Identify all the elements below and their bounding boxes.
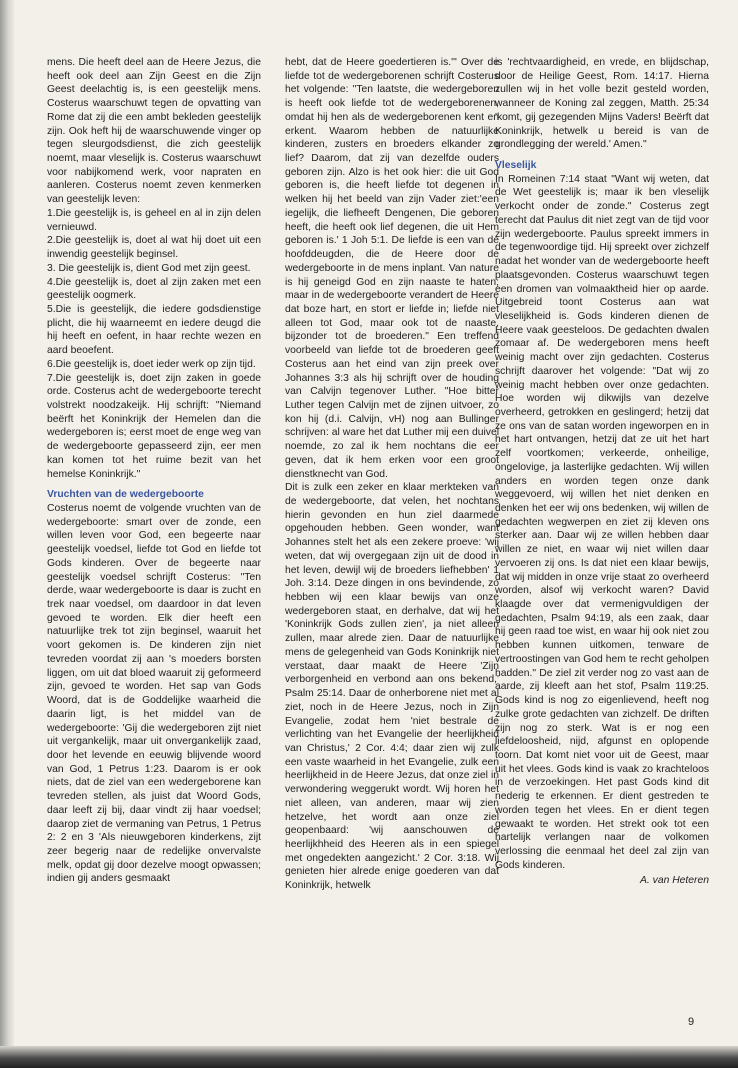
section-heading: Vruchten van de wedergeboorte [47, 489, 204, 501]
text-column-right [495, 56, 709, 888]
list-item: 7.Die geestelijk is, doet zijn zaken in goede orde. Costerus acht de wedergeboorte terecht volstrekt noodzakeijk. Hij schrijft: "Niemand beërft het Koninkrijk der Hemelen dan die wedergeboren is; eerst moet de enge weg van de wedergeboorte gepasseerd zijn, eer men kan komen tot het ruime bezit van het hemelse Koninkrijk." [47, 372, 261, 480]
binding-spine [0, 0, 14, 1068]
paragraph: mens. Die heeft deel aan de Heere Jezus, die heeft ook deel aan Zijn Geest en die Zijn Geest deelachtig is, is een geestelijk mens. Costerus waarschuwt tegen de opvatting van Rome dat zij die een ambt bekleden geestelijk zijn. Ook heft hij de waarschuwende vinger op tegen sleurgodsdienst, die zich geestelijk noemt, maar vleselijk is. Costerus waarschuwt voor nabijkomend werk, voor napraten en aanleren. Costerus noemt zeven kenmerken van geestelijk leven: [47, 57, 261, 206]
list-item: 5.Die is geestelijk, die iedere godsdienstige plicht, die hij waarneemt en iedere deugd die hij heeft en oefent, in haar rechte wezen en aard beoefent. [47, 303, 261, 357]
list-item: 2.Die geestelijk is, doet al wat hij doet uit een inwendig geestelijk beginsel. [47, 235, 261, 261]
list-item: 3. Die geestelijk is, dient God met zijn geest. [47, 262, 251, 274]
author-signature: A. van Heteren [640, 875, 709, 887]
paragraph: Dit is zulk een zeker en klaar merkteken van de wedergeboorte, dat velen, het nochtans hierin gevonden en hun ziel daarmede opgehouden hebben. Geen wonder, want Johannes stelt het als een zekere proeve: 'wij weten, dat wij overgegaan zijn uit de dood in het leven, dewijl wij de broeders liefhebben' 1 Joh. 3:14. Deze dingen in ons bevindende, zo hebben wij een klaar bewijs van onze wedergeboren staat, en derhalve, dat wij het 'Koninkrijk Gods zullen zien', ja niet alleen zullen, maar alrede zien. Daar de natuurlijke mens de gelegenheid van Gods Koninkrijk niet verstaat, daar maakt de Heere 'Zijn verborgenheid en verbond aan ons bekend,' Psalm 25:14. Daar de onherborene niet met al ziet, noch in de Heere Jezus, noch in Zijn Evangelie, zodat hem 'niet bestrale de verlichting van het Evangelie der heerlijkheid van Christus,' 2 Cor. 4:4; daar zien wij zulk een vaste waarheid in het Evangelie, zulk een heerlijkheid in de Heere Jezus, dat onze ziel in verwondering weggerukt wordt. Wij horen het niet alleen, van anderen, maar wij zien hetzelve, het wordt aan onze ziel geopenbaard: 'wij aanschouwen de heerlijkhheid des Heeren als in een spiegel met ongedekten aangezicht.' 2 Cor. 3:18. Wij genieten hier alrede enige goederen van dat Koninkrijk, hetwelk [285, 482, 499, 892]
paragraph: Costerus noemt de volgende vruchten van de wedergeboorte: smart over de zonde, een willen leven voor God, een begeerte naar geestelijk voedsel, liefde tot God en liefde tot Gods kinderen. Over de begeerte naar geestelijk voedsel schrijft Costerus: "Ten derde, waar wedergeboorte is daar is zucht en trek naar voedsel, om daardoor in dat leven gevoed te worden. Elk dier heeft een natuurlijke trek tot zijn beginsel, waaruit het voort gekomen is. De kinderen zijn niet tevreden voordat zij aan 's moeders borsten liggen, om uit dat bloed waaruit zij geformeerd zijn, gevoed te worden. Het sap van Gods Woord, dat is de Goddelijke waarheid die daarin ligt, is het middel van de wedergeboorte: 'Gij die wedergeboren zijt niet uit vergankelijk, maar uit onvergankelijk zaad, door het levende en eeuwig blijvende woord van God, 1 Petrus 1:23. Daarom is er ook niets, dat de ziel van een wedergeborene kan tevreden stellen, als juist dat Woord Gods, daar leeft zij bij, daar vindt zij haar voedsel; daarop ziet de vermaning van Petrus, 1 Petrus 2: 2 en 3 'Als nieuwgeboren kinderkens, zijt zeer begerig naar de redelijke onvervalste melk, opdat gij door dezelve moogt opwassen; indien gij anders gesmaakt [47, 503, 261, 885]
page-number: 9 [688, 1016, 695, 1028]
section-heading: Vleselijk [495, 160, 537, 172]
scan-bottom-edge [0, 1046, 738, 1068]
list-item: 6.Die geestelijk is, doet ieder werk op zijn tijd. [47, 358, 256, 370]
paragraph: In Romeinen 7:14 staat "Want wij weten, dat de Wet geestelijk is; maar ik ben vleselijk verkocht onder de zonde." Costerus zegt terecht dat Paulus dit niet zegt van de tijd voor zijn wedergeboorte. Paulus spreekt immers in de tegenwoordige tijd. Hij spreekt over zichzelf nadat het wonder van de wedergeboorte heeft plaatsgevonden. Costerus waarschuwt tegen een dromen van volmaaktheid hier op aarde. Uitgebreid toont Costerus aan wat vleselijkheid is. Gods kinderen dienen de Heere vaak geesteloos. De gedachten dwalen zomaar af. De wedergeboren mens heeft weinig macht over zijn gedachten. Costerus schrijft daarover het volgende: "Dat wij zo weinig macht hebben over onze gedachten. Hoe worden wij dikwijls van dezelve overheerd, getrokken en geslingerd; hetzij dat ze ons van de satan worden ingeworpen en in het hart ontvangen, hetzij dat ze uit het hart zelf voortkomen; verkeerde, onheilige, ongelovige, ja lasterlijke gedachten. Wij willen anders en worden tegen onze dank weggevoerd, wij willen het niet denken en denken het eer wij ons bedenken, wij willen de gedachten wegwerpen en ziet zij kleven ons sterker aan. Daar wij ze willen hebben daar willen ze niet, en waar wij niet willen daar vervoeren zij ons. Is dat niet een klaar bewijs, dat wij midden in onze vrije staat zo overheerd worden, alsof wij verkocht waren? David klaagde over dat vermenigvuldigen der gedachten, Psalm 94:19, als een zaak, daar hij geen raad toe wist, en waar hij ook niet zou hebben kunnen uitkomen, tenware de vertroostingen van God hem te recht geholpen hadden." De ziel zit verder nog zo vast aan de aarde, zij kleeft aan het stof, Psalm 119:25. Gods kind is nog zo eigenlievend, heeft nog zulke grote gedachten van zichzelf. De driften zijn nog zo sterk. Wat is er nog een liefdeloosheid, nijd, afgunst en oplopende toorn. Dat komt niet voor uit de Geest, maar uit het vlees. Gods kind is vaak zo krachteloos in de verzoekingen. Het past Gods kind dit nederig te erkennen. Er dient gestreden te worden tegen het vlees. En er dient tegen gewaakt te worden. Het strekt ook tot een hartelijk verlangen naar de volkomen verlossing die eenmaal het deel zal zijn van Gods kinderen. [495, 173, 709, 871]
list-item: 4.Die geestelijk is, doet al zijn zaken met een geestelijk oogmerk. [47, 276, 261, 302]
text-column-middle [285, 56, 499, 893]
paragraph: is 'rechtvaardigheid, en vrede, en blijdschap, door de Heilige Geest, Rom. 14:17. Hierna zullen wij in het volle bezit gesteld worden, wanneer de Koning zal zeggen, Matth. 25:34 'komt, gij gezegenden Mijns Vaders! Beërft dat Koninkrijk, hetwelk u bereid is van de grondlegging der wereld.' Amen." [495, 57, 709, 151]
text-column-left [47, 56, 261, 886]
list-item: 1.Die geestelijk is, is geheel en al in zijn delen vernieuwd. [47, 207, 261, 233]
paragraph: hebt, dat de Heere goedertieren is.'" Over de liefde tot de wedergeborenen schrijft Costerus het volgende: "Ten laatste, die wedergeboren is heeft ook liefde tot de wedergeborenen, omdat hij hen als de wedergeborenen kent en erkent. Waarom hebben de natuurlijke kinderen, zusters en broeders elkander zo lief? Daarom, dat zij van dezelfde ouders geboren zijn. Alzo is het ook hier: die uit God geboren is, die heeft liefde tot degenen in welken hij het beeld van zijn Vader ziet:'een iegelijk, die liefheeft Dengenen, Die geboren heeft, die heeft ook lief degenen, die uit Hem geboren is.' 1 Joh 5:1. De liefde is een van de hoofddeugden, die de Heere door de wedergeboorte in de mens inplant. Van nature is hij geneigd God en zijn naaste te haten; maar in de wedergeboorte verandert de Heere dat boze hart, en stort er liefde in; liefde niet alleen tot God, maar ook tot de naaste, bijzonder tot de broederen." Een treffend voorbeeld van liefde tot de broederen geeft Costerus aan het eind van zijn preek over Johannes 3:3 als hij schrijft over de houding van Calvijn tegenover Luther. "Hoe bitter Luther tegen Calvijn met de zijnen uitvoer, zo kon hij (d.i. Calvijn, vH) nog aan Bullinger schrijven: al ware het dat Luther mij een duivel noemde, zo zal ik hem nochtans die eer geven, dat ik hem erken voor een groot dienstknecht van God. [285, 57, 499, 480]
